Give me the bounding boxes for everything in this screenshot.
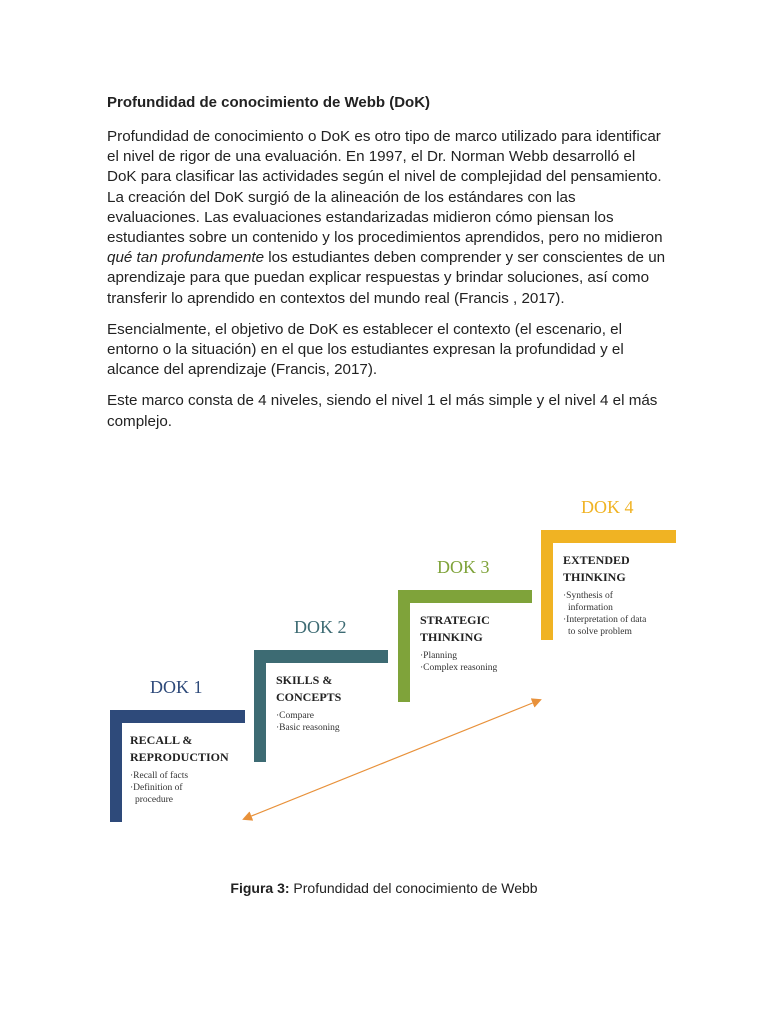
dok-4-bullet-1: ·Synthesis of	[563, 591, 613, 601]
dok-4-label: DOK 4	[581, 497, 634, 517]
dok-3-bullet-1: ·Planning	[420, 651, 457, 661]
dok-level-3	[398, 557, 532, 702]
paragraph-1	[107, 127, 667, 309]
caption-prefix: Figura 3:	[230, 880, 290, 896]
dok-1-bullet-2: ·Definition of	[130, 783, 183, 793]
dok-1-bullet-3: procedure	[135, 795, 173, 805]
dok-2-title-line2: CONCEPTS	[276, 690, 342, 704]
dok-3-title-line2: THINKING	[420, 630, 483, 644]
dok-4-bullet-3: ·Interpretation of data	[563, 615, 647, 625]
paragraph-1-text-a: Profundidad de conocimiento o DoK es otro tipo de marco utilizado para identificar el nivel de rigor de una evaluación. En 1997, el Dr. Norman Webb desarrolló el DoK para clasificar las actividades según el nivel de complejidad del pensamiento. La creación del DoK surgió de la alineación de los estándares con las evaluaciones. Las evaluaciones estandarizadas midieron cómo piensan los estudiantes sobre un contenido y los procedimientos aprendidos, pero no midieron	[107, 128, 663, 247]
dok-4-bullet-4: to solve problem	[568, 627, 632, 637]
dok-2-bullet-1: ·Compare	[276, 711, 314, 721]
dok-1-bracket	[110, 710, 245, 822]
dok-4-bullet-2: information	[568, 603, 613, 613]
dok-2-bracket	[254, 650, 388, 762]
dok-1-title-line2: REPRODUCTION	[130, 750, 229, 764]
dok-2-bullet-2: ·Basic reasoning	[276, 723, 340, 733]
paragraph-1-text-b: los estudiantes deben comprender y ser conscientes de un aprendizaje para que puedan explicar respuestas y brindar soluciones, así como transferir lo aprendido en contextos del mundo real (Francis , 2017).	[107, 249, 666, 307]
dok-diagram	[0, 480, 768, 880]
dok-1-label: DOK 1	[150, 677, 203, 697]
dok-staircase-figure	[0, 480, 768, 880]
dok-2-label: DOK 2	[294, 617, 347, 637]
dok-4-title-line1: EXTENDED	[563, 553, 630, 567]
caption-text: Profundidad del conocimiento de Webb	[289, 880, 538, 896]
figure-caption	[0, 879, 768, 897]
dok-level-4	[541, 497, 676, 640]
dok-3-bullet-2: ·Complex reasoning	[420, 663, 498, 673]
document-body	[107, 93, 667, 443]
dok-3-bracket	[398, 590, 532, 702]
paragraph-1-italic: qué tan profundamente	[107, 249, 265, 267]
dok-level-2	[254, 617, 388, 762]
section-heading: Profundidad de conocimiento de Webb (DoK)	[107, 94, 431, 111]
dok-2-title-line1: SKILLS &	[276, 673, 333, 687]
paragraph-3: Este marco consta de 4 niveles, siendo el nivel 1 el más simple y el nivel 4 el más complejo.	[107, 392, 658, 430]
dok-1-title-line1: RECALL &	[130, 733, 193, 747]
dok-3-title-line1: STRATEGIC	[420, 613, 490, 627]
dok-level-1	[110, 677, 245, 822]
dok-4-title-line2: THINKING	[563, 570, 626, 584]
paragraph-2: Esencialmente, el objetivo de DoK es establecer el contexto (el escenario, el entorno o la situación) en el que los estudiantes expresan la profundidad y el alcance del aprendizaje (Francis, 2017).	[107, 320, 624, 379]
dok-3-label: DOK 3	[437, 557, 490, 577]
dok-1-bullet-1: ·Recall of facts	[130, 771, 189, 781]
